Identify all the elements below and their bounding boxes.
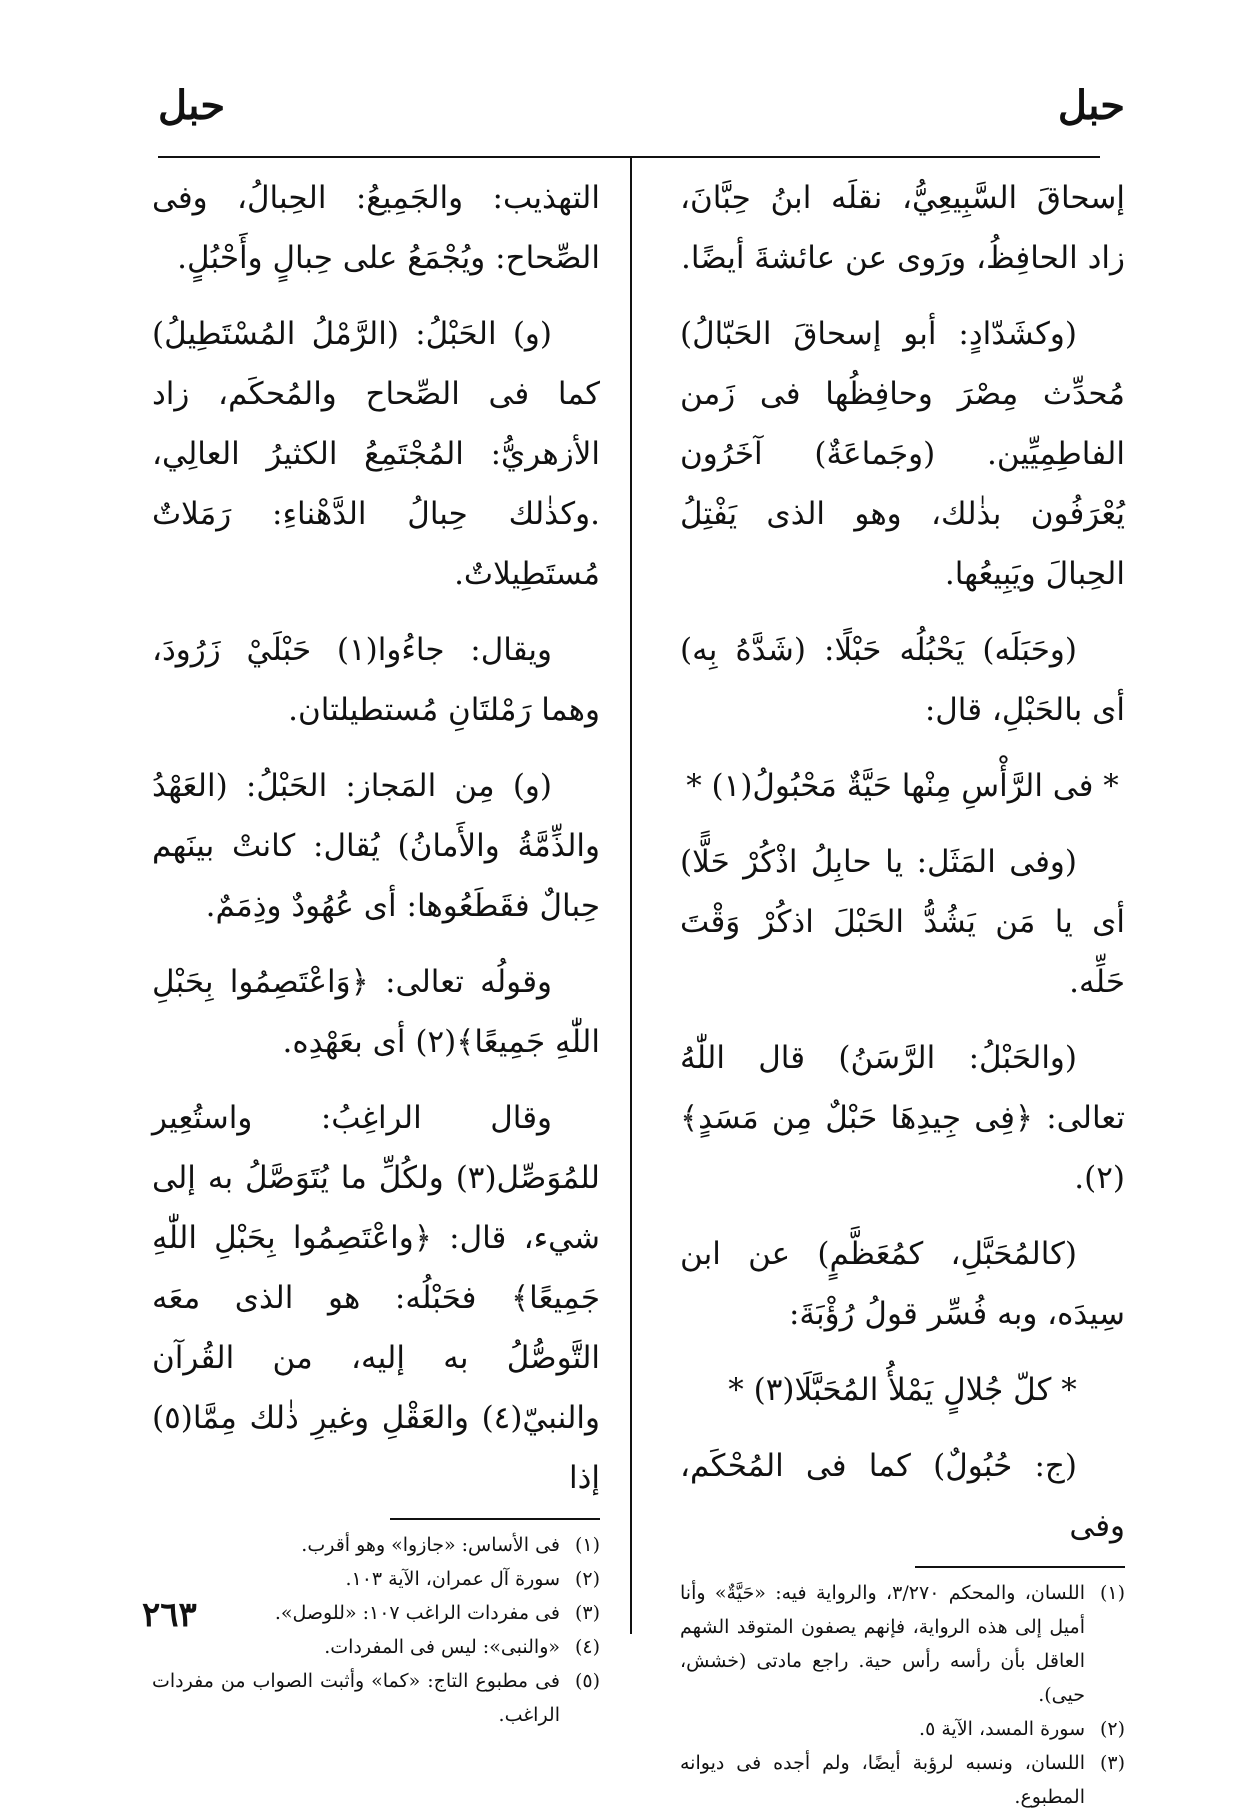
- left-footnotes: [152, 1528, 600, 1732]
- paragraph: (كالمُحَبَّلِ، كمُعَظَّمٍ) عن ابن سِيدَه، وبه فُسِّر قولُ رُؤْبَةَ:: [680, 1236, 1125, 1332]
- running-header-right: حبل: [1057, 82, 1125, 129]
- footnote-number: (١): [1099, 1582, 1125, 1604]
- right-column: [680, 168, 1125, 1814]
- paragraph: (و) مِن المَجاز: الحَبْلُ: (العَهْدُ والذِّمَّةُ والأَمانُ) يُقال: كانتْ بينَهم حِبالٌ فقَطَعُوها: أى عُهُودٌ وذِمَمٌ.: [152, 768, 600, 924]
- paragraph: وقولُه تعالى: ﴿وَاعْتَصِمُوا بِحَبْلِ اللّٰهِ جَمِيعًا﴾(٢) أى بعَهْدِه.: [152, 964, 600, 1060]
- paragraph: (وكشَدّادٍ: أبو إسحاقَ الحَبّالُ) مُحدِّث مِصْرَ وحافِظُها فى زَمن الفاطِمِيِّين. (وجَماعَةٌ) آخَرُون يُعْرَفُون بذٰلك، وهو الذى يَفْتِلُ الحِبالَ ويَبِيعُها.: [680, 316, 1125, 592]
- paragraph: (وفى المَثَل: يا حابِلُ اذْكُرْ حَلًّا) أى يا مَن يَشُدُّ الحَبْلَ اذكُرْ وَقْتَ حَلِّه.: [680, 844, 1125, 1000]
- verse-line: * كلّ جُلالٍ يَمْلأُ المُحَبَّلَا(٣) *: [728, 1372, 1077, 1408]
- running-header-left: حبل: [158, 82, 226, 129]
- paragraph: إسحاقَ السَّبِيعِيُّ، نقلَه ابنُ حِبَّانَ، زاد الحافِظُ، ورَوى عن عائشةَ أيضًا.: [680, 180, 1125, 276]
- left-column-text: [152, 168, 600, 1508]
- footnote: [680, 1712, 1125, 1746]
- right-footnotes: [680, 1576, 1125, 1814]
- footnote: [152, 1528, 600, 1562]
- footnote-text: «والنبى»: ليس فى المفردات.: [324, 1636, 560, 1658]
- left-column: [152, 168, 600, 1732]
- footnote-text: اللسان، والمحكم ٣/٢٧٠، والرواية فيه: «حَيَّةٌ» وأنا أميل إلى هذه الرواية، فإنهم يصفون المتوقد الشهم العاقل بأن رأسه رأس حية. راجع مادتى (خشش، حيى).: [680, 1582, 1085, 1706]
- footnote-text: فى مطبوع التاج: «كما» وأثبت الصواب من مفردات الراغب.: [152, 1670, 560, 1726]
- paragraph: التهذيب: والجَمِيعُ: الحِبالُ، وفى الصِّحاح: ويُجْمَعُ على حِبالٍ وأَحْبُلٍ.: [152, 180, 600, 276]
- footnote: [680, 1576, 1125, 1712]
- paragraph: (والحَبْلُ: الرَّسَنُ) قال اللّٰهُ تعالى: ﴿فِى جِيدِهَا حَبْلٌ مِن مَسَدٍ﴾(٢).: [680, 1040, 1125, 1196]
- footnote-number: (٣): [1099, 1752, 1125, 1774]
- footnote: [152, 1630, 600, 1664]
- header-rule: [158, 156, 1100, 158]
- footnote-number: (٤): [574, 1636, 600, 1658]
- paragraph: (ج: حُبُولٌ) كما فى المُحْكَم، وفى: [680, 1448, 1125, 1544]
- footnote: [152, 1664, 600, 1732]
- column-divider: [630, 156, 632, 1634]
- footnote-number: (١): [574, 1534, 600, 1556]
- paragraph: (و) الحَبْلُ: (الرَّمْلُ المُسْتَطِيلُ) كما فى الصِّحاح والمُحكَم، زاد الأزهريُّ: المُجْتَمِعُ الكثيرُ العالِي، .وكذٰلك حِبالُ الدَّهْناءِ: رَمَلاتٌ مُستَطِيلاتٌ.: [152, 316, 600, 592]
- footnote: [152, 1596, 600, 1630]
- paragraph: ويقال: جاءُوا(١) حَبْلَيْ زَرُودَ، وهما رَمْلتَانِ مُستطيلتان.: [152, 632, 600, 728]
- page-number: ٢٦٣: [142, 1595, 197, 1635]
- footnote-rule: [390, 1518, 600, 1520]
- verse-line: * فى الرَّأْسِ مِنْها حَيَّةٌ مَحْبُولُ(١) *: [686, 768, 1119, 804]
- footnote: [680, 1746, 1125, 1814]
- footnote-number: (٢): [1099, 1718, 1125, 1740]
- footnote-number: (٣): [574, 1602, 600, 1624]
- footnote-text: سورة آل عمران، الآية ١٠٣.: [345, 1568, 560, 1590]
- footnote: [152, 1562, 600, 1596]
- footnote-text: اللسان، ونسبه لرؤبة أيضًا، ولم أجده فى ديوانه المطبوع.: [680, 1752, 1085, 1808]
- footnote-text: فى مفردات الراغب ١٠٧: «للوصل».: [274, 1602, 560, 1624]
- footnote-text: فى الأساس: «جازوا» وهو أقرب.: [301, 1534, 560, 1556]
- footnote-text: سورة المسد، الآية ٥.: [919, 1718, 1085, 1740]
- paragraph: (وحَبَلَه) يَحْبُلُه حَبْلًا: (شَدَّهُ بِه) أى بالحَبْلِ، قال:: [680, 632, 1125, 728]
- footnote-rule: [915, 1566, 1125, 1568]
- footnote-number: (٥): [574, 1670, 600, 1692]
- paragraph: وقال الراغِبُ: واستُعِير للمُوَصِّل(٣) ولكُلِّ ما يُتَوَصَّلُ به إلى شيء، قال: ﴿واعْتَصِمُوا بِحَبْلِ اللّٰهِ جَمِيعًا﴾ فحَبْلُه: هو الذى معَه التَّوصُّلُ به إليه، من القُرآن والنبيّ(٤) والعَقْلِ وغيرِ ذٰلك مِمَّا(٥) إذا: [152, 1100, 600, 1496]
- footnote-number: (٢): [574, 1568, 600, 1590]
- right-column-text: [680, 168, 1125, 1556]
